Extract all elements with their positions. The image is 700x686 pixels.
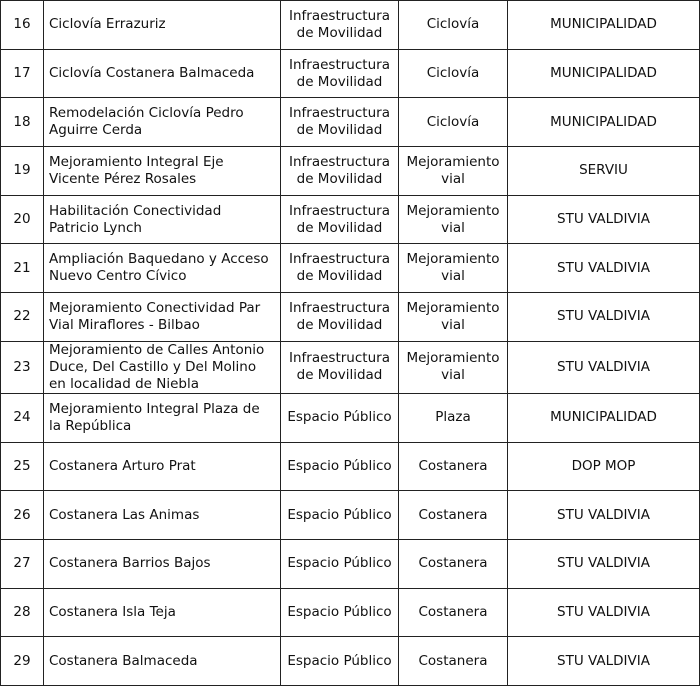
table-row	[1, 195, 700, 244]
project-type: Costanera	[399, 442, 508, 491]
project-category: Infraestructura de Movilidad	[281, 195, 399, 244]
project-name: Mejoramiento Conectividad Par Vial Miraflores - Bilbao	[44, 293, 281, 342]
project-name: Ciclovía Costanera Balmaceda	[44, 49, 281, 98]
project-category: Espacio Público	[281, 491, 399, 540]
responsible-agency: SERVIU	[508, 147, 700, 196]
responsible-agency: MUNICIPALIDAD	[508, 1, 700, 50]
table-row	[1, 588, 700, 637]
row-number: 23	[1, 341, 44, 393]
project-type: Plaza	[399, 393, 508, 442]
row-number: 17	[1, 49, 44, 98]
row-number: 21	[1, 244, 44, 293]
project-type: Costanera	[399, 588, 508, 637]
project-category: Infraestructura de Movilidad	[281, 244, 399, 293]
responsible-agency: DOP MOP	[508, 442, 700, 491]
responsible-agency: STU VALDIVIA	[508, 491, 700, 540]
project-type: Ciclovía	[399, 1, 508, 50]
project-name: Ampliación Baquedano y Acceso Nuevo Centro Cívico	[44, 244, 281, 293]
table-row	[1, 491, 700, 540]
row-number: 28	[1, 588, 44, 637]
project-category: Espacio Público	[281, 442, 399, 491]
project-type: Mejoramiento vial	[399, 244, 508, 293]
row-number: 16	[1, 1, 44, 50]
projects-table-body	[1, 1, 700, 686]
responsible-agency: MUNICIPALIDAD	[508, 393, 700, 442]
project-name: Costanera Las Animas	[44, 491, 281, 540]
responsible-agency: STU VALDIVIA	[508, 588, 700, 637]
project-category: Espacio Público	[281, 637, 399, 686]
project-type: Costanera	[399, 539, 508, 588]
responsible-agency: STU VALDIVIA	[508, 244, 700, 293]
project-name: Costanera Barrios Bajos	[44, 539, 281, 588]
project-category: Espacio Público	[281, 393, 399, 442]
responsible-agency: STU VALDIVIA	[508, 195, 700, 244]
row-number: 20	[1, 195, 44, 244]
table-row	[1, 442, 700, 491]
project-category: Infraestructura de Movilidad	[281, 98, 399, 147]
project-category: Espacio Público	[281, 539, 399, 588]
table-row	[1, 98, 700, 147]
table-row	[1, 341, 700, 393]
responsible-agency: MUNICIPALIDAD	[508, 49, 700, 98]
project-name: Mejoramiento Integral Plaza de la República	[44, 393, 281, 442]
project-name: Costanera Arturo Prat	[44, 442, 281, 491]
project-name: Costanera Isla Teja	[44, 588, 281, 637]
responsible-agency: MUNICIPALIDAD	[508, 98, 700, 147]
table-row	[1, 539, 700, 588]
project-category: Infraestructura de Movilidad	[281, 293, 399, 342]
project-type: Mejoramiento vial	[399, 341, 508, 393]
row-number: 19	[1, 147, 44, 196]
project-category: Infraestructura de Movilidad	[281, 49, 399, 98]
row-number: 26	[1, 491, 44, 540]
row-number: 24	[1, 393, 44, 442]
project-type: Mejoramiento vial	[399, 195, 508, 244]
responsible-agency: STU VALDIVIA	[508, 539, 700, 588]
project-name: Habilitación Conectividad Patricio Lynch	[44, 195, 281, 244]
table-row	[1, 147, 700, 196]
row-number: 25	[1, 442, 44, 491]
table-row	[1, 1, 700, 50]
project-category: Infraestructura de Movilidad	[281, 1, 399, 50]
table-row	[1, 393, 700, 442]
project-type: Ciclovía	[399, 49, 508, 98]
project-type: Costanera	[399, 637, 508, 686]
table-row	[1, 244, 700, 293]
row-number: 18	[1, 98, 44, 147]
project-type: Ciclovía	[399, 98, 508, 147]
project-name: Costanera Balmaceda	[44, 637, 281, 686]
project-name: Mejoramiento de Calles Antonio Duce, Del Castillo y Del Molino en localidad de Niebla	[44, 341, 281, 393]
responsible-agency: STU VALDIVIA	[508, 293, 700, 342]
project-category: Infraestructura de Movilidad	[281, 341, 399, 393]
responsible-agency: STU VALDIVIA	[508, 341, 700, 393]
project-name: Mejoramiento Integral Eje Vicente Pérez Rosales	[44, 147, 281, 196]
table-row	[1, 49, 700, 98]
project-name: Remodelación Ciclovía Pedro Aguirre Cerda	[44, 98, 281, 147]
project-type: Mejoramiento vial	[399, 293, 508, 342]
project-category: Infraestructura de Movilidad	[281, 147, 399, 196]
row-number: 22	[1, 293, 44, 342]
project-type: Mejoramiento vial	[399, 147, 508, 196]
project-name: Ciclovía Errazuriz	[44, 1, 281, 50]
table-row	[1, 293, 700, 342]
project-category: Espacio Público	[281, 588, 399, 637]
row-number: 27	[1, 539, 44, 588]
table-row	[1, 637, 700, 686]
project-type: Costanera	[399, 491, 508, 540]
row-number: 29	[1, 637, 44, 686]
responsible-agency: STU VALDIVIA	[508, 637, 700, 686]
